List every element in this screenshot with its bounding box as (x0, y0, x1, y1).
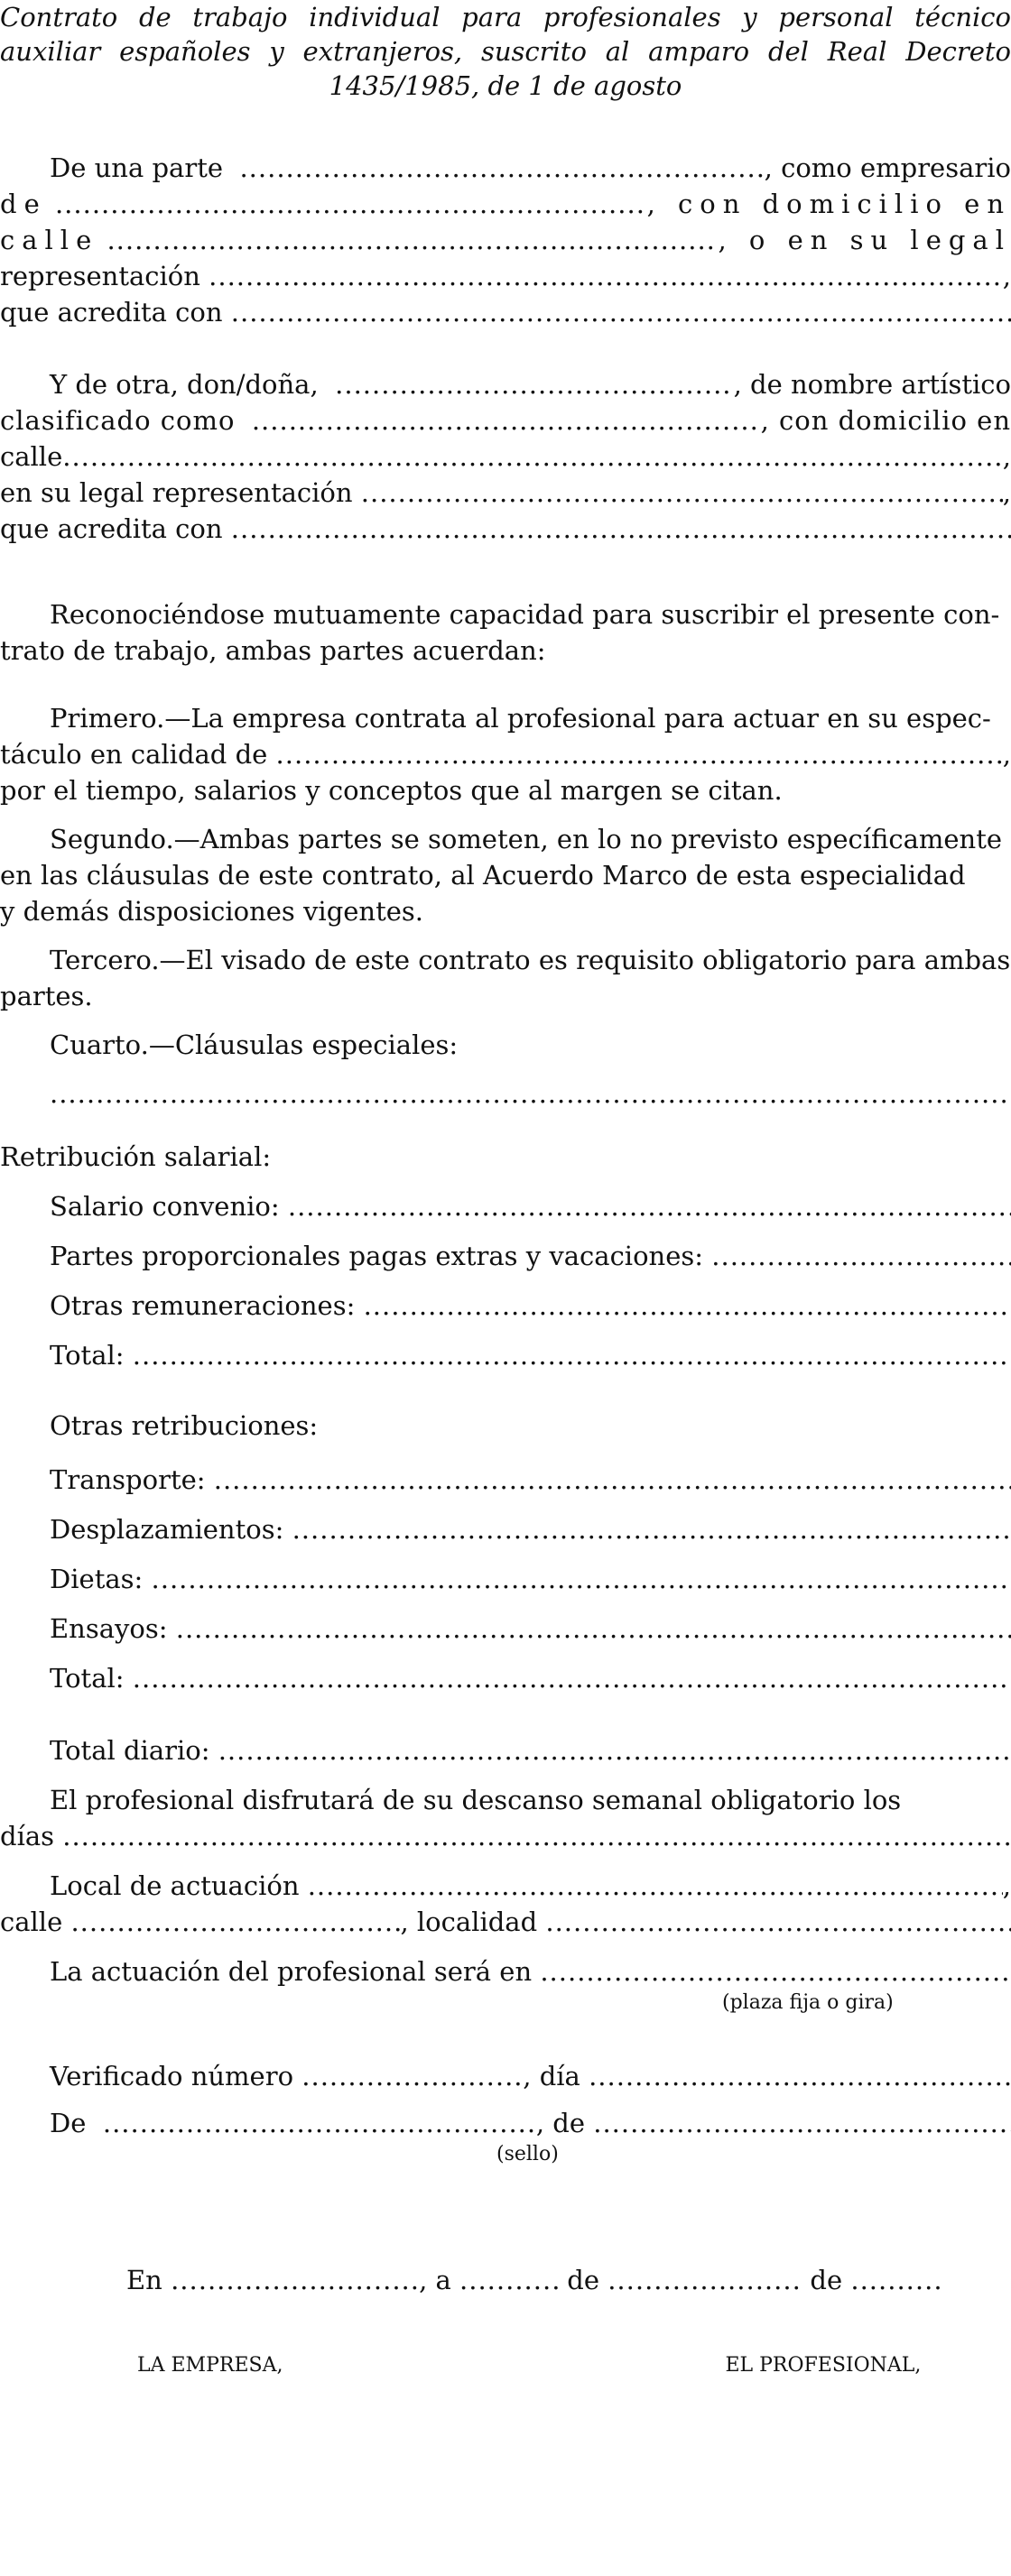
label-en: En (126, 2265, 162, 2295)
comma: , (1002, 477, 1011, 508)
text-line: Reconociéndose mutuamente capacidad para suscribir el presente con- (50, 599, 1000, 630)
contract-title (0, 0, 1011, 103)
field-local-actuacion[interactable] (308, 1868, 1003, 1904)
label-total-salarial: Total: (50, 1340, 125, 1371)
field-calle-local[interactable] (70, 1904, 400, 1940)
field-localidad[interactable] (545, 1904, 1011, 1940)
label-total-otras: Total: (50, 1663, 125, 1694)
label-que-acredita: que acredita con (0, 297, 223, 328)
label-salario-convenio: Salario convenio: (50, 1191, 280, 1222)
field-empresa-representacion[interactable] (209, 258, 1003, 294)
text-line: Segundo.—Ambas partes se someten, en lo no previsto específicamente (50, 824, 1003, 854)
retribucion-salarial (0, 1139, 1011, 1373)
comma: , (1002, 261, 1011, 291)
clausula-tercero (0, 942, 1011, 1014)
label-nombre-artistico: , de nombre artístico (733, 369, 1011, 400)
field-empresa-nombre[interactable] (239, 150, 764, 186)
label-representacion: representación (0, 261, 200, 291)
label-que-acredita-2: que acredita con (0, 513, 223, 544)
text-line: El profesional disfrutará de su descanso semanal obligatorio los (50, 1785, 902, 1815)
label-calle-local: calle (0, 1907, 63, 1937)
label-con-domicilio: , con domicilio en (646, 189, 1011, 219)
label-en-su-legal: en su legal representación (0, 477, 353, 508)
text-line: trato de trabajo, ambas partes acuerdan: (0, 635, 546, 666)
label-calle: calle (0, 225, 99, 255)
field-otras-remuneraciones[interactable] (364, 1288, 1011, 1324)
field-dias-descanso[interactable] (62, 1818, 1011, 1854)
label-partes-proporcionales: Partes proporcionales pagas extras y vacaciones: (50, 1241, 704, 1271)
field-calidad-de[interactable] (276, 736, 1003, 772)
field-lugar[interactable] (171, 2262, 419, 2298)
clausula-cuarto (0, 1027, 1011, 1112)
label-verificado-numero: Verificado número (50, 2061, 294, 2091)
field-total-salarial[interactable] (133, 1337, 1011, 1373)
label-transporte: Transporte: (50, 1464, 206, 1495)
comma: , (1002, 739, 1011, 770)
field-ensayos[interactable] (176, 1611, 1011, 1647)
label-como-empresario: , como empresario (764, 152, 1011, 183)
label-el-profesional: EL PROFESIONAL, (725, 2354, 922, 2377)
field-empresa-calle[interactable] (107, 222, 718, 258)
label-a: , a (419, 2265, 451, 2295)
field-actuacion-en[interactable] (540, 1953, 1011, 1990)
label-dia: , día (523, 2061, 580, 2091)
label-de: de (0, 189, 47, 219)
parte-profesional (0, 366, 1011, 547)
label-localidad: , localidad (400, 1907, 538, 1937)
field-desplazamientos[interactable] (292, 1511, 1011, 1547)
label-de-4: de (810, 2265, 843, 2295)
text-line: partes. (0, 981, 93, 1011)
label-desplazamientos: Desplazamientos: (50, 1514, 284, 1545)
label-con-domicilio-2: , con domicilio en (760, 405, 1011, 436)
title-line-2: auxiliar españoles y extranjeros, suscrito al amparo del Real Decreto (0, 36, 1011, 67)
label-total-diario: Total diario: (50, 1735, 210, 1766)
field-mes-firma[interactable] (608, 2262, 802, 2298)
paragraph-reconociendose (0, 596, 1011, 669)
label-otras-remuneraciones: Otras remuneraciones: (50, 1290, 356, 1321)
field-profesional-clasificado[interactable] (252, 402, 761, 439)
field-anio-firma[interactable] (850, 2262, 941, 2298)
field-empresa-acredita[interactable] (231, 294, 1011, 330)
field-profesional-acredita[interactable] (231, 511, 1011, 547)
label-local-actuacion: Local de actuación (50, 1870, 300, 1901)
text-line: en las cláusulas de este contrato, al Acuerdo Marco de esta especialidad (0, 860, 966, 891)
label-de-3: de (567, 2265, 599, 2295)
label-calidad-de: táculo en calidad de (0, 739, 268, 770)
label-calle-2: calle (0, 441, 63, 472)
field-verificado-dia[interactable] (589, 2058, 1011, 2094)
note-plaza-fija: (plaza fija o gira) (722, 1991, 894, 2014)
label-la-empresa: LA EMPRESA, (137, 2354, 283, 2377)
field-verificado-de[interactable] (103, 2105, 536, 2141)
clausula-segundo (0, 821, 1011, 929)
title-line-3: 1435/1985, de 1 de agosto (329, 70, 682, 101)
text-line: y demás disposiciones vigentes. (0, 896, 424, 927)
field-partes-proporcionales[interactable] (711, 1238, 1011, 1274)
final-section (0, 1732, 1011, 2379)
label-dias: días (0, 1821, 55, 1851)
label-o-en-su-legal: , o en su legal (718, 225, 1011, 255)
note-sello: (sello) (496, 2143, 559, 2165)
field-verificado-numero[interactable] (301, 2058, 523, 2094)
title-line-1: Contrato de trabajo individual para profesionales y personal técnico (0, 2, 1011, 32)
field-total-otras[interactable] (133, 1660, 1011, 1696)
field-transporte[interactable] (214, 1462, 1011, 1498)
field-profesional-representacion[interactable] (361, 475, 1003, 511)
field-dia-firma[interactable] (459, 2262, 559, 2298)
label-ensayos: Ensayos: (50, 1613, 168, 1644)
signatures (0, 2352, 1011, 2379)
label-actuacion-en: La actuación del profesional será en (50, 1956, 533, 1987)
label-de-una-parte: De una parte (50, 152, 224, 183)
label-dietas: Dietas: (50, 1564, 144, 1594)
text-line: Cuarto.—Cláusulas especiales: (50, 1029, 459, 1060)
field-empresa-de[interactable] (55, 186, 647, 222)
label-clasificado-como: clasificado como (0, 405, 236, 436)
field-total-diario[interactable] (218, 1732, 1011, 1768)
label-de-2: , de (535, 2108, 586, 2138)
field-profesional-nombre[interactable] (335, 366, 733, 402)
field-verificado-de-2[interactable] (593, 2105, 1011, 2141)
text-line: por el tiempo, salarios y conceptos que al margen se citan. (0, 775, 783, 806)
label-y-de-otra: Y de otra, don/doña, (50, 369, 319, 400)
text-line: Tercero.—El visado de este contrato es requisito obligatorio para ambas (50, 945, 1011, 975)
heading-otras-retribuciones: Otras retribuciones: (50, 1410, 319, 1441)
field-dietas[interactable] (152, 1561, 1011, 1597)
comma: , (1002, 1870, 1011, 1901)
otras-retribuciones (0, 1408, 1011, 1696)
comma: , (1002, 441, 1011, 472)
field-clausulas-especiales[interactable] (50, 1076, 1011, 1112)
heading-retribucion: Retribución salarial: (0, 1141, 272, 1172)
label-de-verificado: De (50, 2108, 87, 2138)
text-line: Primero.—La empresa contrata al profesional para actuar en su espec- (50, 703, 991, 734)
field-profesional-calle[interactable] (62, 439, 1003, 475)
field-salario-convenio[interactable] (288, 1188, 1011, 1224)
clausula-primero (0, 700, 1011, 808)
parte-empresa (0, 150, 1011, 330)
